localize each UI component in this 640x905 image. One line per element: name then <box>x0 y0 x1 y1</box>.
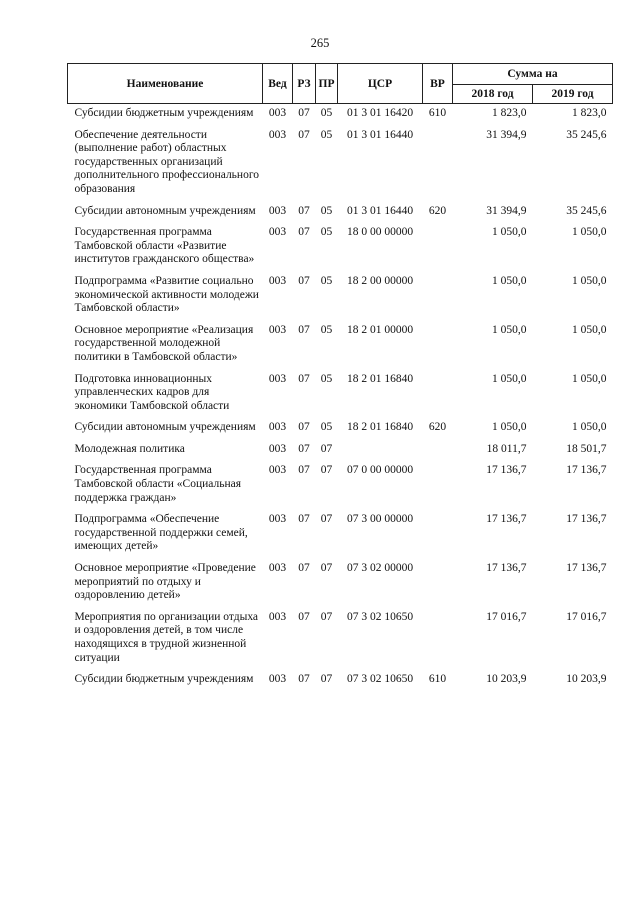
row-sum-2018: 1 050,0 <box>492 372 527 385</box>
row-vr: 620 <box>428 421 447 434</box>
table-row <box>68 418 613 440</box>
header-year-2019: 2019 год <box>533 85 613 104</box>
header-year-2018: 2018 год <box>453 85 533 104</box>
row-pr: 05 <box>320 323 333 336</box>
header-vr: ВР <box>423 64 453 104</box>
row-sum-2019: 35 245,6 <box>566 128 607 141</box>
table-row <box>68 559 613 608</box>
row-pr: 07 <box>320 673 333 686</box>
table-row <box>68 608 613 670</box>
row-vr <box>423 321 453 370</box>
row-pr: 07 <box>320 513 333 526</box>
row-ved: 003 <box>268 562 287 575</box>
row-rz: 07 <box>298 442 310 455</box>
header-ved: Вед <box>263 64 293 104</box>
row-csr: 01 3 01 16440 <box>346 128 414 141</box>
row-sum-2018: 10 203,9 <box>486 673 527 686</box>
row-csr: 01 3 01 16440 <box>346 204 414 217</box>
row-pr: 05 <box>320 204 333 217</box>
row-sum-2018: 17 016,7 <box>486 610 527 623</box>
row-pr: 05 <box>320 274 333 287</box>
row-name: Государственная программа Тамбовской области «Социальная поддержка граждан» <box>74 464 242 504</box>
row-csr: 07 3 02 10650 <box>346 610 414 623</box>
row-pr: 07 <box>320 562 333 575</box>
budget-table <box>67 63 613 692</box>
row-csr: 07 3 00 00000 <box>346 513 414 526</box>
row-sum-2018: 1 823,0 <box>492 107 527 119</box>
row-sum-2019: 1 823,0 <box>572 107 607 119</box>
row-vr <box>423 608 453 670</box>
row-name: Субсидии бюджетным учреждениям <box>74 673 254 686</box>
table-row <box>68 510 613 559</box>
row-ved: 003 <box>268 204 287 217</box>
table-row <box>68 223 613 272</box>
row-vr <box>423 559 453 608</box>
row-pr: 07 <box>320 464 333 477</box>
row-sum-2018: 1 050,0 <box>492 323 527 336</box>
row-sum-2019: 17 016,7 <box>566 610 607 623</box>
row-sum-2019: 1 050,0 <box>572 421 607 434</box>
row-name: Подпрограмма «Развитие социально экономической активности молодежи Тамбовской области» <box>74 274 259 315</box>
header-sum: Сумма на <box>453 64 613 85</box>
row-name: Подпрограмма «Обеспечение государственной поддержки семей, имеющих детей» <box>74 513 248 553</box>
row-vr <box>423 272 453 321</box>
row-csr: 18 0 00 00000 <box>346 226 414 239</box>
row-pr: 07 <box>320 610 333 623</box>
row-csr: 07 0 00 00000 <box>346 464 414 477</box>
row-pr: 07 <box>320 442 333 455</box>
row-ved: 003 <box>268 421 287 434</box>
row-rz: 07 <box>298 107 310 119</box>
row-ved: 003 <box>268 107 287 119</box>
row-ved: 003 <box>268 442 287 455</box>
table-row <box>68 202 613 224</box>
row-ved: 003 <box>268 226 287 239</box>
row-vr: 610 <box>428 107 447 119</box>
row-sum-2018: 1 050,0 <box>492 226 527 239</box>
row-pr: 05 <box>320 226 333 239</box>
row-vr <box>423 126 453 202</box>
row-pr: 05 <box>320 372 333 385</box>
row-vr <box>423 510 453 559</box>
row-vr <box>423 461 453 510</box>
table-row <box>68 370 613 419</box>
row-name: Субсидии автономным учреждениям <box>74 204 256 217</box>
row-sum-2018: 31 394,9 <box>486 204 527 217</box>
row-ved: 003 <box>268 372 287 385</box>
row-pr: 05 <box>320 107 333 119</box>
row-sum-2019: 1 050,0 <box>572 372 607 385</box>
row-name: Основное мероприятие «Проведение мероприятий по отдыху и оздоровлению детей» <box>74 562 256 602</box>
table-row <box>68 104 613 126</box>
row-ved: 003 <box>268 513 287 526</box>
row-rz: 07 <box>298 513 310 526</box>
row-name: Основное мероприятие «Реализация государственной молодежной политики в Тамбовской области» <box>74 323 254 363</box>
page-number: 265 <box>310 36 330 50</box>
row-csr: 18 2 01 00000 <box>346 323 414 336</box>
row-sum-2019: 17 136,7 <box>566 464 607 477</box>
table-row <box>68 321 613 370</box>
row-rz: 07 <box>298 204 310 217</box>
row-sum-2018: 17 136,7 <box>486 562 527 575</box>
row-pr: 05 <box>320 128 333 141</box>
row-ved: 003 <box>268 673 287 686</box>
header-rz: РЗ <box>293 64 316 104</box>
row-rz: 07 <box>298 421 310 434</box>
row-sum-2019: 1 050,0 <box>572 226 607 239</box>
row-vr: 610 <box>428 673 447 686</box>
table-row <box>68 670 613 692</box>
table-header <box>68 64 613 104</box>
row-csr: 18 2 01 16840 <box>346 372 414 385</box>
table-row <box>68 126 613 202</box>
row-sum-2018: 17 136,7 <box>486 464 527 477</box>
header-name: Наименование <box>68 64 263 104</box>
row-rz: 07 <box>298 673 310 686</box>
row-csr: 18 2 00 00000 <box>346 274 414 287</box>
row-name: Субсидии автономным учреждениям <box>74 421 256 434</box>
row-pr: 05 <box>320 421 333 434</box>
row-csr: 18 2 01 16840 <box>346 421 414 434</box>
row-name: Обеспечение деятельности (выполнение работ) областных государственных организаций дополнительного профессионального образования <box>74 128 260 195</box>
row-sum-2019: 10 203,9 <box>566 673 607 686</box>
row-sum-2018: 31 394,9 <box>486 128 527 141</box>
row-name: Государственная программа Тамбовской области «Развитие институтов гражданского общества» <box>74 226 255 266</box>
row-ved: 003 <box>268 128 287 141</box>
row-sum-2019: 17 136,7 <box>566 513 607 526</box>
row-rz: 07 <box>298 274 310 287</box>
table-row <box>68 440 613 462</box>
row-rz: 07 <box>298 464 310 477</box>
row-ved: 003 <box>268 323 287 336</box>
row-vr: 620 <box>428 204 447 217</box>
row-rz: 07 <box>298 610 310 623</box>
row-sum-2018: 18 011,7 <box>486 442 527 455</box>
row-sum-2018: 1 050,0 <box>492 274 527 287</box>
row-csr: 07 3 02 00000 <box>346 562 414 575</box>
table-row <box>68 272 613 321</box>
row-rz: 07 <box>298 562 310 575</box>
row-sum-2019: 18 501,7 <box>566 442 607 455</box>
row-vr <box>423 223 453 272</box>
row-name: Молодежная политика <box>74 442 185 455</box>
row-ved: 003 <box>268 464 287 477</box>
row-sum-2018: 1 050,0 <box>492 421 527 434</box>
row-rz: 07 <box>298 372 310 385</box>
row-ved: 003 <box>268 274 287 287</box>
row-sum-2019: 35 245,6 <box>566 204 607 217</box>
row-sum-2019: 1 050,0 <box>572 323 607 336</box>
row-sum-2018: 17 136,7 <box>486 513 527 526</box>
row-csr <box>338 440 423 462</box>
row-name: Подготовка инновационных управленческих кадров для экономики Тамбовской области <box>74 372 230 412</box>
row-sum-2019: 1 050,0 <box>572 274 607 287</box>
row-csr: 01 3 01 16420 <box>346 107 414 119</box>
header-pr: ПР <box>316 64 338 104</box>
row-sum-2019: 17 136,7 <box>566 562 607 575</box>
row-vr <box>423 440 453 462</box>
row-rz: 07 <box>298 323 310 336</box>
row-name: Мероприятия по организации отдыха и оздоровления детей, в том числе находящихся в трудной жизненной ситуации <box>74 610 259 664</box>
row-rz: 07 <box>298 128 310 141</box>
table-row <box>68 461 613 510</box>
row-csr: 07 3 02 10650 <box>346 673 414 686</box>
row-name: Субсидии бюджетным учреждениям <box>74 107 254 119</box>
header-csr: ЦСР <box>338 64 423 104</box>
row-vr <box>423 370 453 419</box>
row-rz: 07 <box>298 226 310 239</box>
row-ved: 003 <box>268 610 287 623</box>
table-body <box>68 104 613 692</box>
